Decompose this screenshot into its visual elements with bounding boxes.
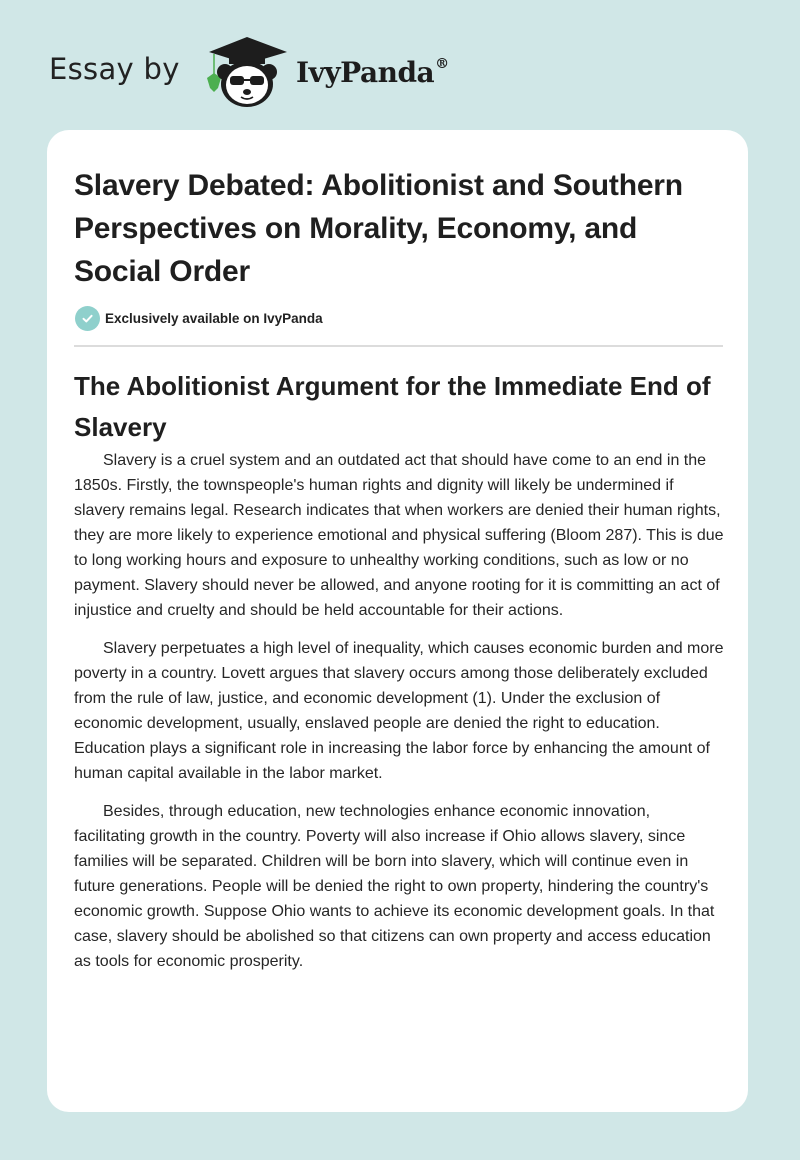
- divider: [74, 345, 723, 347]
- check-circle-icon: [75, 306, 100, 331]
- badge-text: Exclusively available on IvyPanda: [105, 311, 323, 326]
- essay-card: [47, 130, 748, 1112]
- brand-name[interactable]: IvyPanda®: [296, 56, 449, 89]
- section-heading: The Abolitionist Argument for the Immediate End of Slavery: [74, 371, 711, 442]
- paragraph: Besides, through education, new technologies enhance economic innovation, facilitating growth in the country. Poverty will also increase if Ohio allows slavery, since families will be separated. Children will be born into slavery, which will continue even in future generations. People will be denied the right to own property, hindering the country's economic growth. Suppose Ohio wants to achieve its economic development goals. In that case, slavery should be abolished so that citizens can own property and access education as tools for economic prosperity.: [74, 803, 715, 970]
- paragraph: Slavery perpetuates a high level of inequality, which causes economic burden and more poverty in a country. Lovett argues that slavery occurs among those deliberately excluded from the rule of law, justice, and economic development (1). Under the exclusion of economic development, usually, enslaved people are denied the right to education. Education plays a significant role in increasing the labor force by enhancing the amount of human capital available in the labor market.: [74, 640, 724, 782]
- site-header: [0, 0, 800, 130]
- registered-mark: ®: [435, 56, 449, 72]
- paragraph: Slavery is a cruel system and an outdated act that should have come to an end in the 1850s. Firstly, the townspeople's human rights and dignity will likely be undermined if slavery remains legal. Research indicates that when workers are denied their human rights, they are more likely to experience emotional and physical suffering (Bloom 287). This is due to long working hours and exposure to unhealthy working conditions, such as low or no payment. Slavery should never be allowed, and anyone rooting for it is committing an act of injustice and cruelty and should be held accountable for their actions.: [74, 452, 724, 619]
- exclusive-badge: [75, 306, 323, 331]
- panda-graduate-icon[interactable]: [203, 36, 291, 108]
- essay-title: Slavery Debated: Abolitionist and Southern Perspectives on Morality, Economy, and Social Order: [74, 169, 683, 288]
- essay-body: [74, 448, 724, 987]
- essay-by-label: Essay by: [49, 52, 180, 86]
